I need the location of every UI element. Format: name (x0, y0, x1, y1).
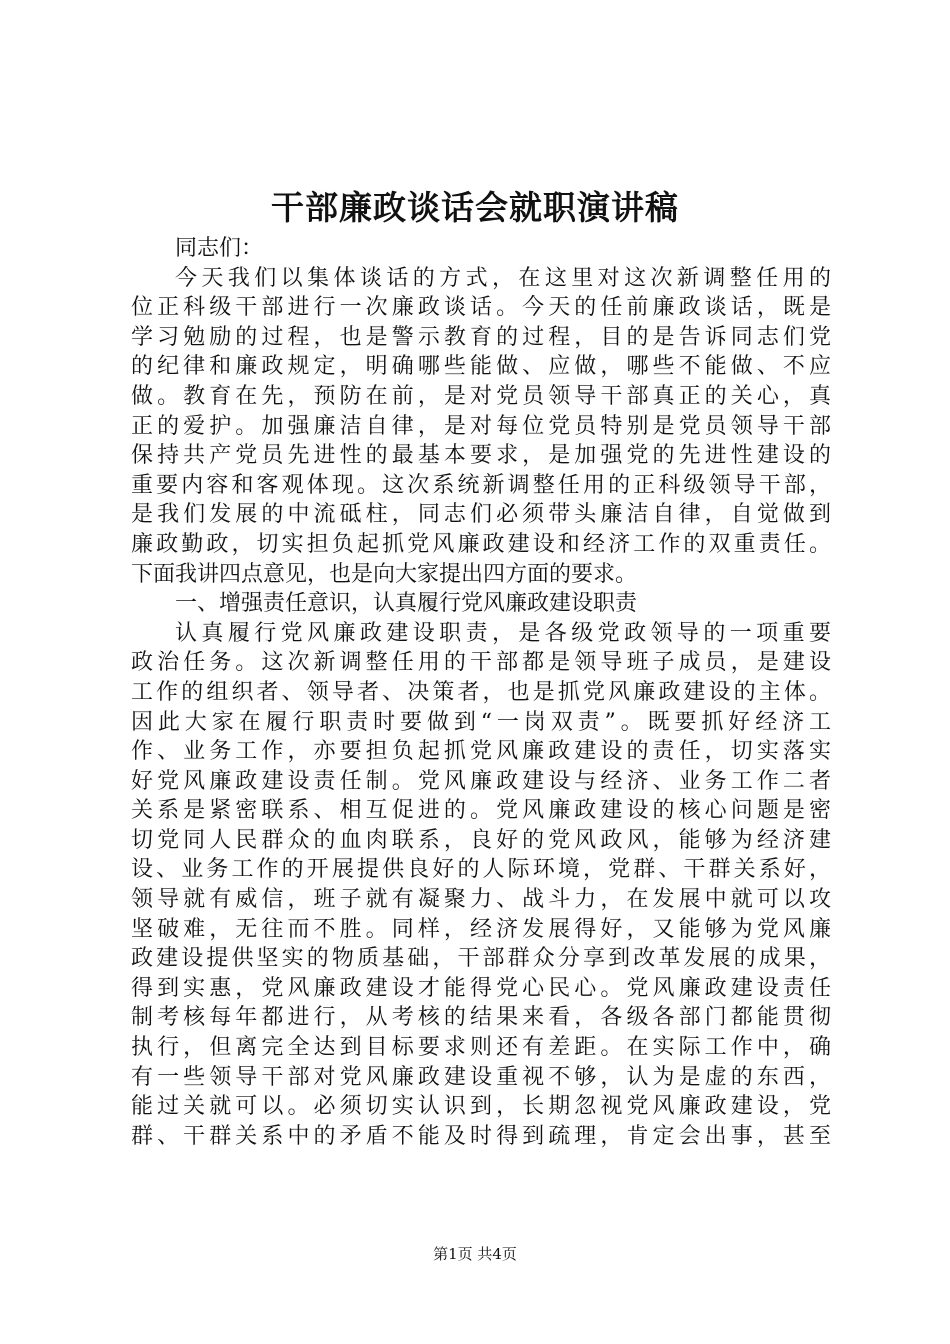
text-line: 政建设提供坚实的物质基础，干部群众分享到改革发展的成果， (131, 946, 831, 972)
text-line: 一、增强责任意识，认真履行党风廉政建设职责 (175, 591, 638, 617)
text-line: 政治任务。这次新调整任用的干部都是领导班子成员，是建设 (131, 650, 831, 676)
text-line: 下面我讲四点意见，也是向大家提出四方面的要求。 (131, 561, 638, 587)
text-line: 群、干群关系中的矛盾不能及时得到疏理，肯定会出事，甚至 (131, 1123, 831, 1149)
text-line: 切党同人民群众的血肉联系，良好的党风政风，能够为经济建 (131, 827, 831, 853)
text-line: 得到实惠，党风廉政建设才能得党心民心。党风廉政建设责任 (131, 975, 831, 1001)
text-line: 同志们： (175, 236, 264, 261)
text-line: 廉政勤政，切实担负起抓党风廉政建设和经济工作的双重责任。 (131, 531, 831, 557)
text-line: 重要内容和客观体现。这次系统新调整任用的正科级领导干部， (131, 472, 831, 498)
text-line: 有一些领导干部对党风廉政建设重视不够，认为是虚的东西， (131, 1064, 831, 1090)
text-line: 工作的组织者、领导者、决策者，也是抓党风廉政建设的主体。 (131, 679, 831, 705)
text-line: 制考核每年都进行，从考核的结果来看，各级各部门都能贯彻 (131, 1005, 831, 1031)
text-line: 认真履行党风廉政建设职责，是各级党政领导的一项重要 (175, 620, 831, 646)
text-line: 能过关就可以。必须切实认识到，长期忽视党风廉政建设，党 (131, 1094, 831, 1120)
text-line: 正的爱护。加强廉洁自律，是对每位党员特别是党员领导干部 (131, 413, 831, 439)
text-line: 坚破难，无往而不胜。同样，经济发展得好，又能够为党风廉 (131, 916, 831, 942)
text-line: 领导就有威信，班子就有凝聚力、战斗力，在发展中就可以攻 (131, 887, 831, 913)
text-line: 作、业务工作，亦要担负起抓党风廉政建设的责任，切实落实 (131, 739, 831, 765)
document-body (131, 234, 831, 1151)
text-line: 是我们发展的中流砥柱，同志们必须带头廉洁自律，自觉做到 (131, 502, 831, 528)
text-line: 保持共产党员先进性的最基本要求，是加强党的先进性建设的 (131, 443, 831, 469)
document-title: 干部廉政谈话会就职演讲稿 (271, 188, 679, 227)
text-line: 好党风廉政建设责任制。党风廉政建设与经济、业务工作二者 (131, 768, 831, 794)
text-line: 位正科级干部进行一次廉政谈话。今天的任前廉政谈话，既是 (131, 295, 831, 321)
text-line: 今天我们以集体谈话的方式，在这里对这次新调整任用的 (175, 265, 831, 291)
text-line: 因此大家在履行职责时要做到“一岗双责”。既要抓好经济工 (131, 709, 831, 735)
text-line: 设、业务工作的开展提供良好的人际环境，党群、干群关系好， (131, 857, 831, 883)
text-line: 执行，但离完全达到目标要求则还有差距。在实际工作中，确 (131, 1035, 831, 1061)
text-line: 关系是紧密联系、相互促进的。党风廉政建设的核心问题是密 (131, 798, 831, 824)
text-line: 学习勉励的过程，也是警示教育的过程，目的是告诉同志们党 (131, 324, 831, 350)
text-line: 做。教育在先，预防在前，是对党员领导干部真正的关心，真 (131, 383, 831, 409)
text-line: 的纪律和廉政规定，明确哪些能做、应做，哪些不能做、不应 (131, 354, 831, 380)
page-footer: 第1页 共4页 (433, 1245, 517, 1263)
